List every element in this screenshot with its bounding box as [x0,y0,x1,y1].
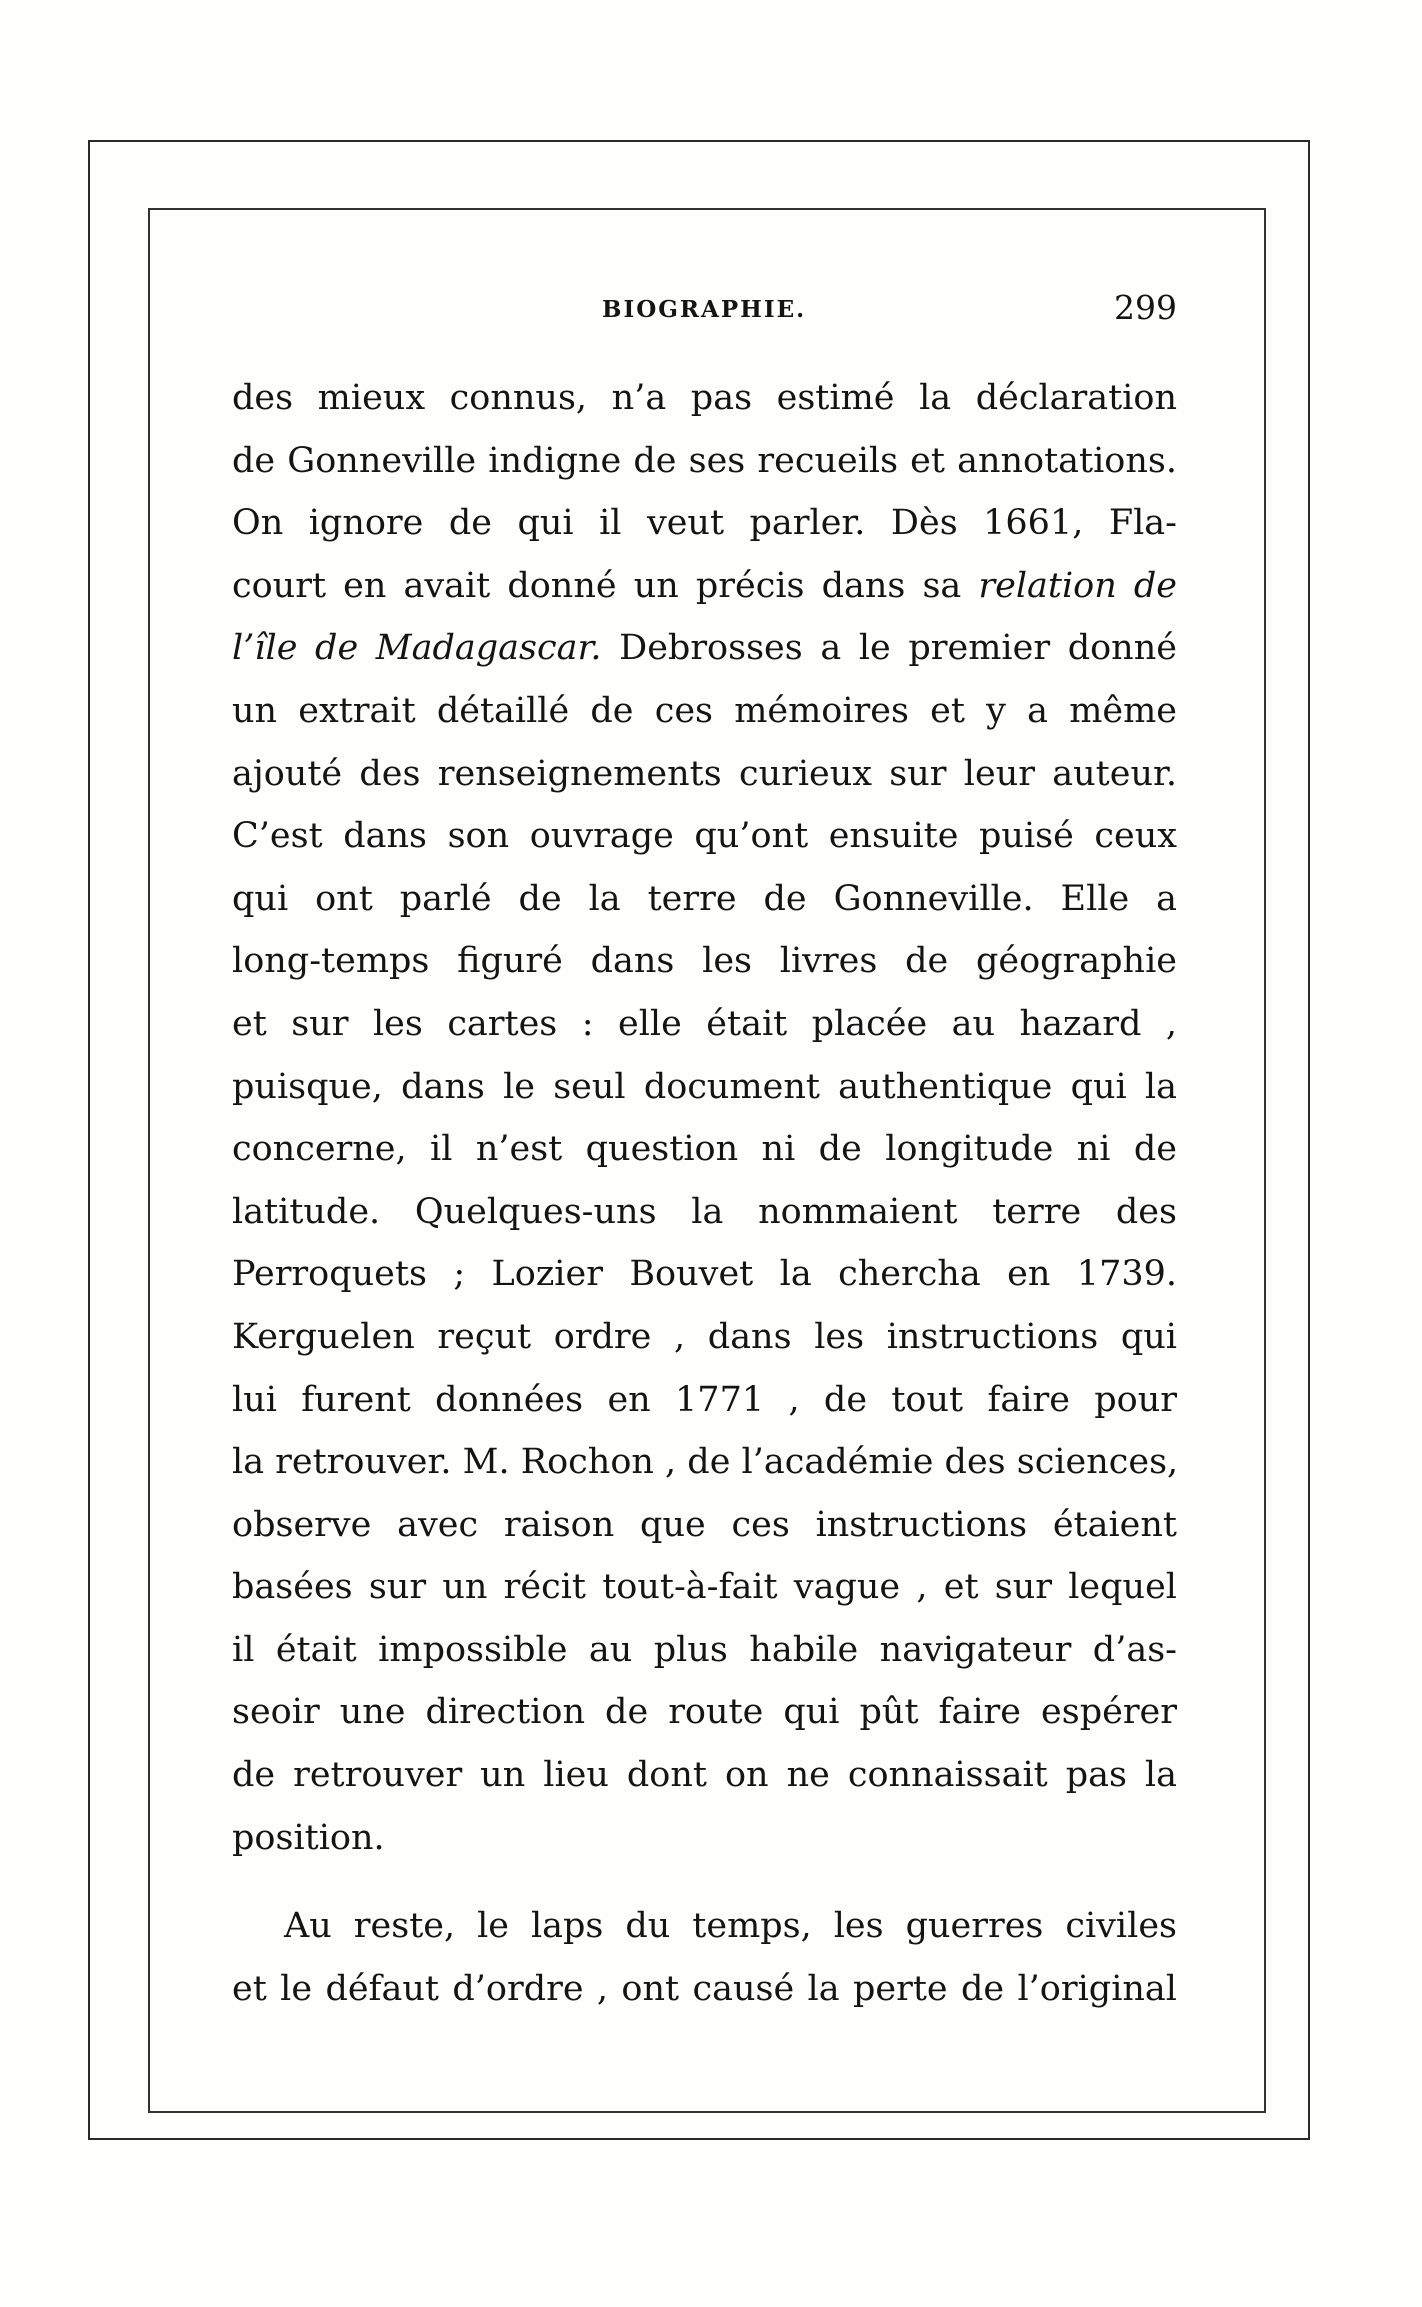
text-line: et sur les cartes : elle était placée au hazard , [232,1003,1177,1044]
text-line: latitude. Quelques-uns la nommaient terre des [232,1191,1177,1232]
text-line: puisque, dans le seul document authentique qui la [232,1066,1177,1107]
text-line: un extrait détaillé de ces mémoires et y a même [232,690,1177,731]
text-line: concerne, il n’est question ni de longitude ni de [232,1129,1177,1170]
text-line: observe avec raison que ces instructions étaient [232,1504,1177,1545]
running-title: BIOGRAPHIE. [602,296,807,323]
text-line: qui ont parlé de la terre de Gonneville. Elle a [232,878,1177,919]
text-line: la retrouver. M. Rochon , de l’académie des sciences, [232,1442,1179,1483]
italic-title-part: l’île de Madagascar. [232,628,602,669]
text-line: On ignore de qui il veut parler. Dès 1661, Fla- [232,503,1177,544]
paragraph-2 [232,1895,1177,2020]
text-line: long-temps figuré dans les livres de géographie [232,941,1177,982]
text-line: Au reste, le laps du temps, les guerres civiles [284,1906,1177,1947]
text-line: Perroquets ; Lozier Bouvet la chercha en 1739. [232,1254,1177,1295]
body-text [232,367,1177,2020]
text-line: basées sur un récit tout-à-fait vague , et sur lequel [232,1567,1177,1608]
page-number: 299 [1114,288,1177,327]
text-line: des mieux connus, n’a pas estimé la déclaration [232,378,1177,418]
text-line: ajouté des renseignements curieux sur leur auteur. [232,753,1177,794]
paragraph-1 [232,367,1177,1869]
page-header [232,288,1177,338]
text-line: C’est dans son ouvrage qu’ont ensuite puisé ceux [232,816,1177,857]
text-line: il était impossible au plus habile navigateur d’as- [232,1629,1177,1670]
text-line: Kerguelen reçut ordre , dans les instructions qui [232,1316,1177,1357]
text-line: de Gonneville indigne de ses recueils et annotations. [232,440,1177,481]
text-line: de retrouver un lieu dont on ne connaissait pas la [232,1755,1177,1796]
text-line-with-italic [232,617,1177,680]
text-line-with-italic [232,555,1177,618]
text-line: position. [232,1817,385,1858]
text-segment: Debrosses a le premier donné [619,628,1177,669]
text-line: lui furent données en 1771 , de tout faire pour [232,1379,1177,1420]
text-line: seoir une direction de route qui pût faire espérer [232,1692,1177,1733]
text-line: et le défaut d’ordre , ont causé la perte de l’original [232,1968,1177,2009]
text-segment: court en avait donné un précis dans sa [232,565,962,606]
italic-title-part: relation de [978,565,1177,606]
